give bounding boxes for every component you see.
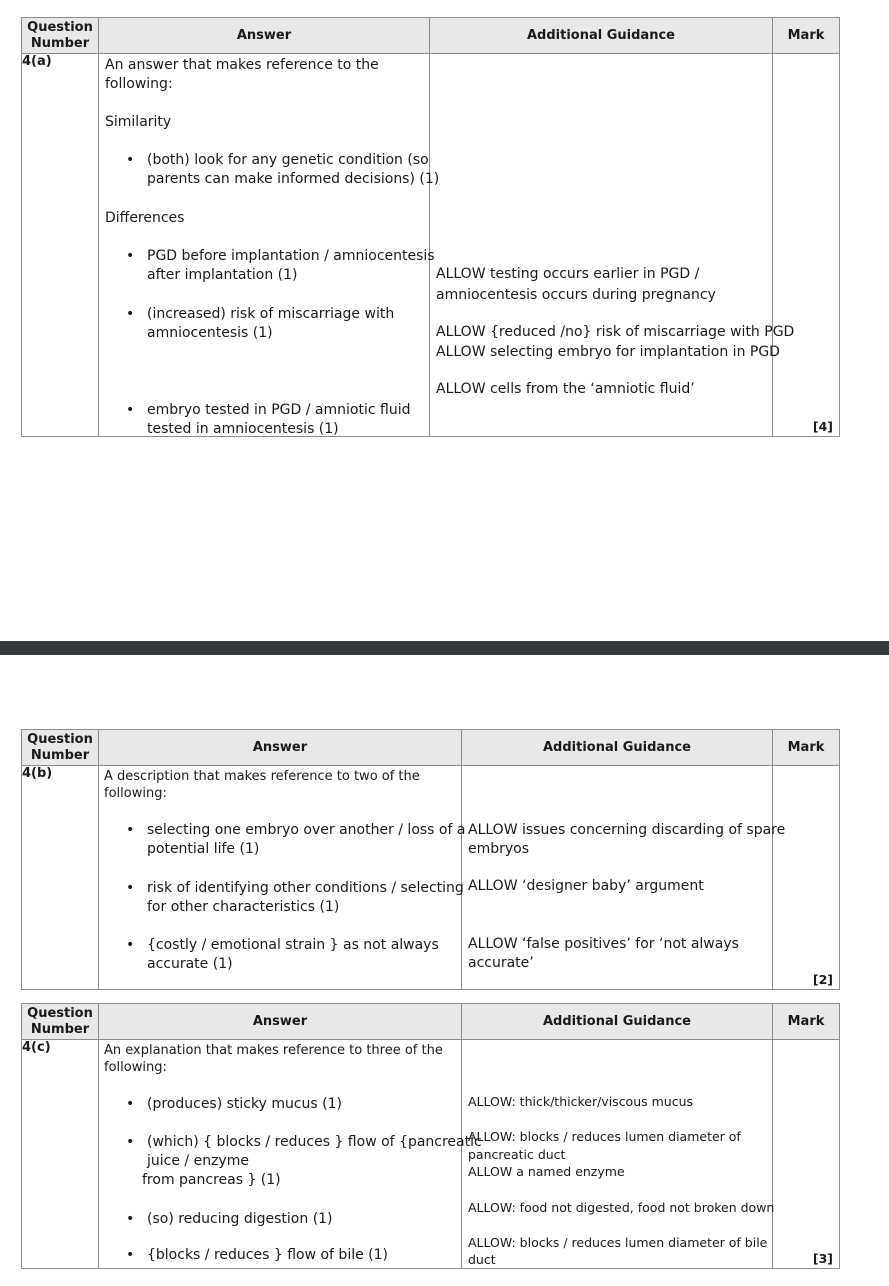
guidance-text: ALLOW selecting embryo for implantation in PGD — [436, 344, 780, 360]
bullet-text: {costly / emotional strain } as not always — [147, 937, 439, 953]
guidance-header: Additional Guidance — [462, 1004, 773, 1040]
bullet-text: (both) look for any genetic condition (so — [147, 152, 429, 168]
question-number-header: Question Number — [22, 18, 99, 54]
similarity-heading: Similarity — [105, 114, 172, 130]
bullet-text: tested in amniocentesis (1) — [147, 421, 339, 437]
answer-header: Answer — [99, 1004, 462, 1040]
guidance-header: Additional Guidance — [430, 18, 773, 54]
guidance-text: ALLOW ‘false positives’ for ‘not always — [468, 936, 739, 952]
mark-cell — [773, 1040, 840, 1269]
bullet-text: (increased) risk of miscarriage with — [147, 306, 395, 322]
header-row — [22, 730, 840, 766]
intro-text: following: — [105, 76, 173, 92]
bullet-text: for other characteristics (1) — [147, 899, 340, 915]
bullet-icon: • — [126, 937, 135, 953]
mark-cell — [773, 766, 840, 990]
bullet-icon: • — [126, 1134, 135, 1150]
guidance-cell — [462, 766, 786, 990]
differences-heading: Differences — [105, 210, 185, 226]
answer-row — [22, 1040, 840, 1269]
bullet-text: {blocks / reduces } flow of bile (1) — [147, 1247, 388, 1263]
guidance-text: ALLOW: blocks / reduces lumen diameter of — [468, 1129, 741, 1144]
guidance-text: ALLOW testing occurs earlier in PGD / — [436, 266, 700, 282]
question-number-header: Question Number — [22, 730, 99, 766]
question-number: 4(b) — [22, 766, 99, 990]
bullet-text: accurate (1) — [147, 956, 233, 972]
bullet-text: (produces) sticky mucus (1) — [147, 1096, 343, 1112]
guidance-cell — [462, 1040, 773, 1269]
intro-text: following: — [104, 1060, 167, 1075]
guidance-text: duct — [468, 1252, 496, 1267]
mark-header: Mark — [773, 1004, 840, 1040]
bullet-text: amniocentesis (1) — [147, 325, 273, 341]
guidance-text: pancreatic duct — [468, 1147, 566, 1162]
bullet-text: parents can make informed decisions) (1) — [147, 171, 440, 187]
bullet-icon: • — [126, 402, 135, 418]
intro-text: following: — [104, 786, 167, 801]
guidance-cell — [430, 54, 795, 437]
answer-cell — [99, 766, 466, 990]
mark-scheme-table-4a — [21, 17, 840, 437]
mark-header: Mark — [773, 18, 840, 54]
bullet-text: embryo tested in PGD / amniotic fluid — [147, 402, 411, 418]
header-row — [22, 1004, 840, 1040]
answer-row — [22, 766, 840, 990]
guidance-text: ALLOW {reduced /no} risk of miscarriage with PGD — [436, 324, 795, 340]
bullet-icon: • — [126, 1096, 135, 1112]
guidance-text: amniocentesis occurs during pregnancy — [436, 287, 716, 303]
answer-header: Answer — [99, 18, 430, 54]
guidance-header: Additional Guidance — [462, 730, 773, 766]
guidance-text: ALLOW issues concerning discarding of spare — [468, 822, 786, 838]
bullet-text: (which) { blocks / reduces } flow of {pancreatic — [147, 1134, 482, 1150]
guidance-text: ALLOW: blocks / reduces lumen diameter of bile — [468, 1235, 768, 1250]
bullet-icon: • — [126, 880, 135, 896]
mark-header: Mark — [773, 730, 840, 766]
bullet-icon: • — [126, 1211, 135, 1227]
guidance-text: embryos — [468, 841, 530, 857]
mark-scheme-table-4c — [21, 1003, 840, 1269]
mark-scheme-table-4b — [21, 729, 840, 990]
bullet-text: potential life (1) — [147, 841, 260, 857]
question-number: 4(c) — [22, 1040, 99, 1269]
answer-header: Answer — [99, 730, 462, 766]
bullet-text: selecting one embryo over another / loss of a — [147, 822, 466, 838]
bullet-icon: • — [126, 1247, 135, 1263]
bullet-text: after implantation (1) — [147, 267, 298, 283]
mark-value: [3] — [812, 1251, 833, 1266]
bullet-icon: • — [126, 248, 135, 264]
question-number: 4(a) — [22, 54, 99, 437]
guidance-text: ALLOW: thick/thicker/viscous mucus — [468, 1094, 694, 1109]
bullet-text: from pancreas } (1) — [142, 1172, 281, 1188]
guidance-text: ALLOW cells from the ‘amniotic fluid’ — [436, 381, 695, 397]
bullet-icon: • — [126, 822, 135, 838]
guidance-text: ALLOW: food not digested, food not broken down — [468, 1200, 775, 1215]
answer-cell — [99, 54, 440, 437]
bullet-text: risk of identifying other conditions / selecting — [147, 880, 464, 896]
question-number-header: Question Number — [22, 1004, 99, 1040]
mark-cell — [773, 54, 840, 437]
answer-row — [22, 54, 840, 437]
guidance-text: accurate’ — [468, 955, 534, 971]
intro-text: An answer that makes reference to the — [105, 57, 379, 73]
bullet-text: (so) reducing digestion (1) — [147, 1211, 333, 1227]
mark-value: [2] — [812, 972, 833, 987]
page-divider — [0, 641, 889, 655]
bullet-icon: • — [126, 152, 135, 168]
intro-text: A description that makes reference to two of the — [104, 769, 420, 784]
bullet-icon: • — [126, 306, 135, 322]
guidance-text: ALLOW ‘designer baby’ argument — [468, 878, 704, 894]
bullet-text: juice / enzyme — [147, 1153, 249, 1169]
bullet-text: PGD before implantation / amniocentesis — [147, 248, 435, 264]
guidance-text: ALLOW a named enzyme — [468, 1164, 625, 1179]
intro-text: An explanation that makes reference to three of the — [104, 1043, 443, 1058]
header-row — [22, 18, 840, 54]
mark-value: [4] — [812, 419, 833, 434]
